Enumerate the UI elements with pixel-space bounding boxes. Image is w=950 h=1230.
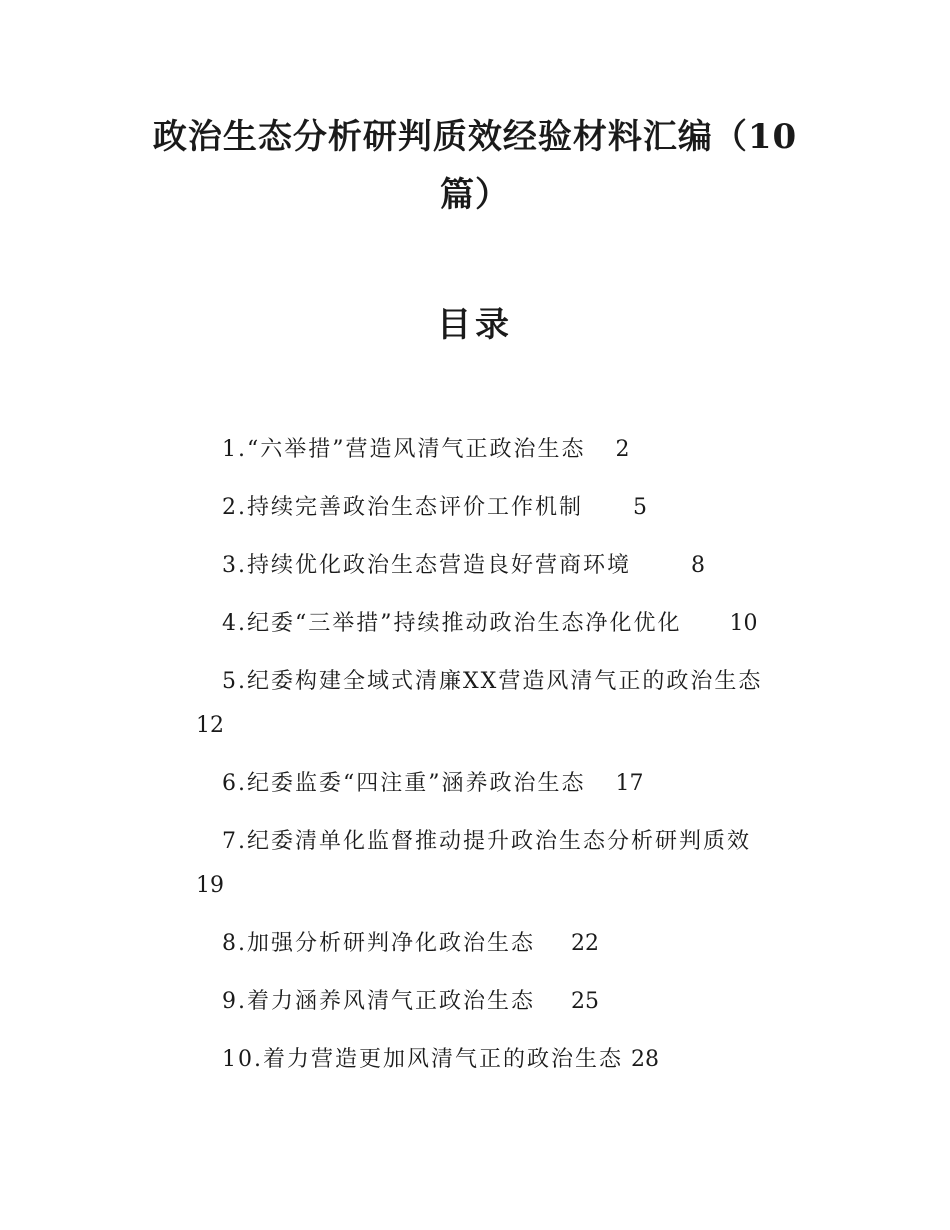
toc-entry — [196, 820, 786, 908]
toc-entry-number: 10. — [222, 1047, 263, 1072]
toc-entry-page: 5 — [633, 495, 648, 520]
toc-entry-title: 纪委构建全域式清廉XX营造风清气正的政治生态 — [247, 669, 763, 694]
toc-entry-number: 2. — [222, 495, 247, 520]
toc-entry-page: 8 — [691, 553, 706, 578]
toc-entry — [196, 980, 786, 1024]
toc-entry-number: 6. — [222, 771, 247, 796]
toc-entry-title: 持续完善政治生态评价工作机制 — [247, 495, 584, 520]
toc-entry-page: 28 — [631, 1047, 660, 1072]
toc-entry — [196, 762, 786, 806]
toc-entry — [196, 1038, 786, 1082]
toc-entry-number: 7. — [222, 829, 247, 854]
toc-entry — [196, 486, 786, 530]
toc-entry-title: 着力涵养风清气正政治生态 — [247, 989, 536, 1014]
toc-entry-number: 4. — [222, 611, 247, 636]
toc-entry — [196, 602, 786, 646]
toc-entry — [196, 660, 786, 748]
toc-heading: 目录 — [437, 305, 513, 345]
toc-entry-page: 10 — [729, 611, 758, 636]
toc-entry-page: 22 — [571, 931, 600, 956]
toc-entry-number: 1. — [222, 437, 247, 462]
toc-entry-page: 19 — [196, 873, 224, 898]
toc-entry-title: 着力营造更加风清气正的政治生态 — [263, 1047, 624, 1072]
toc-entry-title: 持续优化政治生态营造良好营商环境 — [247, 553, 632, 578]
toc-entry-title: 纪委监委“四注重”涵养政治生态 — [247, 771, 586, 796]
toc-entry-page: 25 — [571, 989, 600, 1014]
toc-entry-title: 纪委清单化监督推动提升政治生态分析研判质效 — [247, 829, 752, 854]
toc-entry-number: 8. — [222, 931, 247, 956]
table-of-contents — [196, 428, 786, 1096]
toc-entry-page: 12 — [196, 713, 224, 738]
toc-entry — [196, 544, 786, 588]
toc-entry-page: 2 — [615, 437, 630, 462]
toc-entry-number: 5. — [222, 669, 247, 694]
document-title: 政治生态分析研判质效经验材料汇编（10篇） — [152, 117, 798, 215]
toc-entry-page: 17 — [615, 771, 644, 796]
toc-entry-title: “六举措”营造风清气正政治生态 — [247, 437, 586, 462]
toc-entry-title: 纪委“三举措”持续推动政治生态净化优化 — [247, 611, 682, 636]
toc-entry-number: 9. — [222, 989, 247, 1014]
toc-entry-number: 3. — [222, 553, 247, 578]
toc-entry — [196, 922, 786, 966]
toc-entry-title: 加强分析研判净化政治生态 — [247, 931, 536, 956]
toc-entry — [196, 428, 786, 472]
